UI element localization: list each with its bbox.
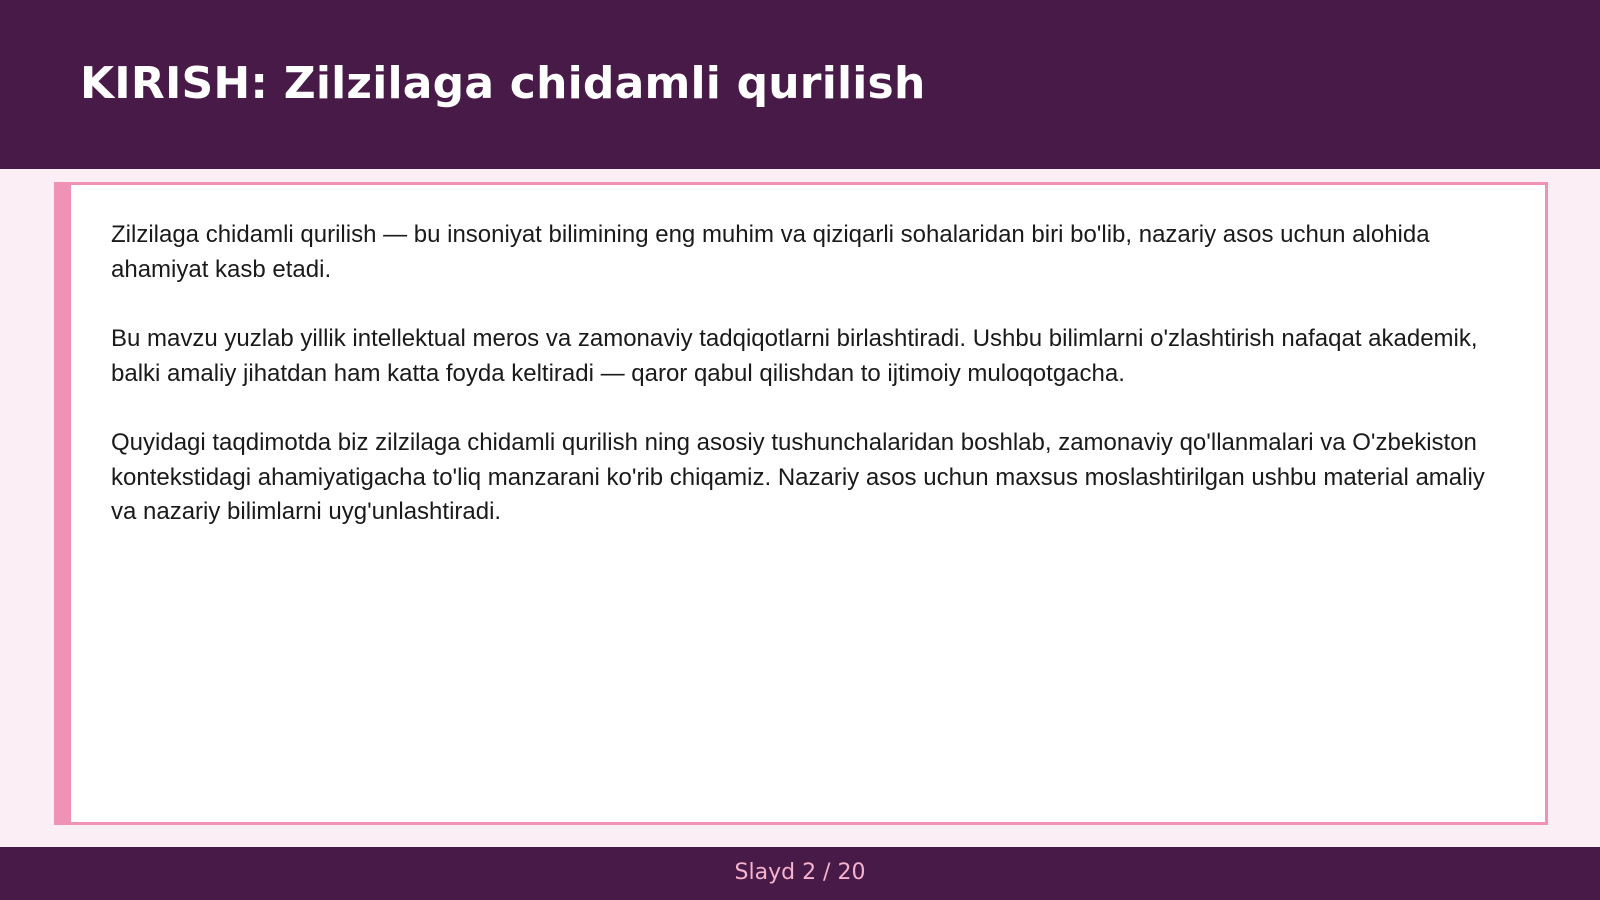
heritage-paragraph: Bu mavzu yuzlab yillik intellektual meros va zamonaviy tadqiqotlarni birlashtiradi. Ushbu bilimlarni o'zlashtirish nafaqat akademik, balki amaliy jihatdan ham katta foyda keltiradi — qaror qabul qilishdan to ijtimoiy muloqotgacha. [111,325,1478,387]
slide-title: KIRISH: Zilzilaga chidamli qurilish [80,58,926,109]
overview-paragraph: Quyidagi taqdimotda biz zilzilaga chidamli qurilish ning asosiy tushunchalaridan boshlab, zamonaviy qo'llanmalari va O'zbekiston kontekstidagi ahamiyatigacha to'liq manzarani ko'rib chiqamiz. Nazariy asos uchun maxsus moslashtirilgan ushbu material amaliy va nazariy bilimlarni uyg'unlashtiradi. [111,429,1485,525]
slide-footer [0,847,1600,900]
intro-paragraph: Zilzilaga chidamli qurilish — bu insoniyat bilimining eng muhim va qiziqarli sohalaridan biri bo'lib, nazariy asos uchun alohida ahamiyat kasb etadi. [111,221,1430,283]
slide-counter: Slayd 2 / 20 [734,860,866,885]
slide-header [0,0,1600,169]
